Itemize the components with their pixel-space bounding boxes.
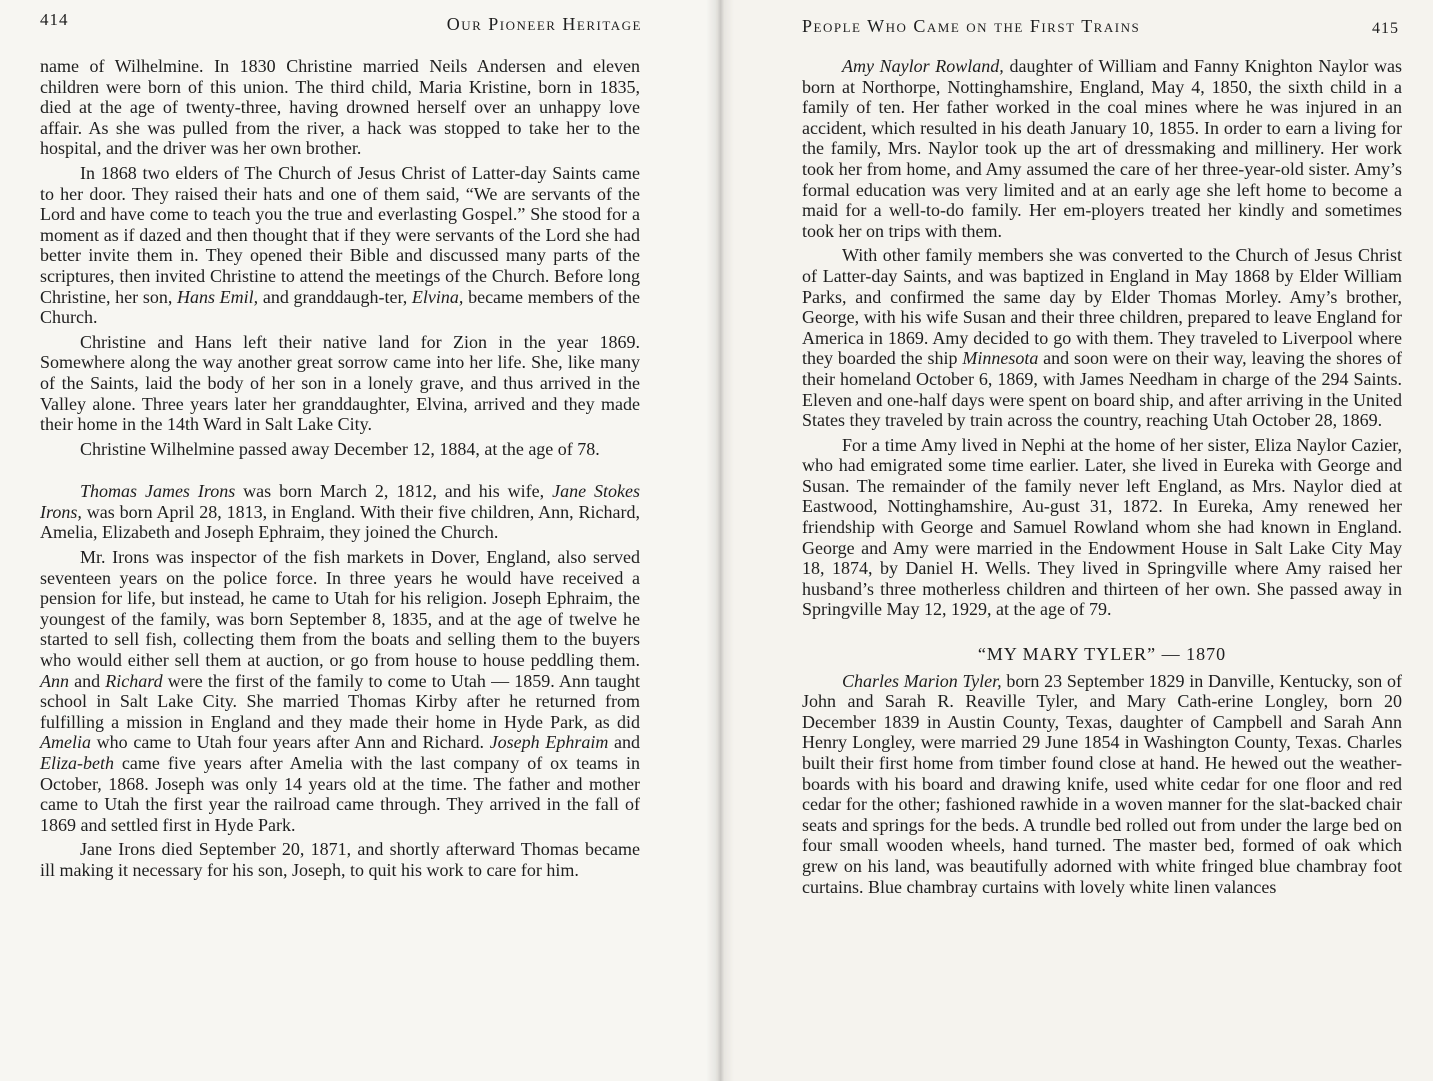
paragraph <box>802 671 1402 898</box>
person-name: Ann <box>40 670 69 691</box>
paragraph <box>40 547 640 835</box>
paragraph <box>40 839 640 880</box>
running-title: People Who Came on the First Trains <box>802 16 1141 36</box>
paragraph-text: For a time Amy lived in Nephi at the home of her sister, Eliza Naylor Cazier, who had emigrated some time earlier. Later, she lived in Eureka with George and Susan. The remainder of the family never left England, as Mrs. Naylor died at Eastwood, Nottinghamshire, Au-gust 31, 1872. In Eureka, Amy renewed her friendship with George and Samuel Rowland whom she had known in England. George and Amy were married in the Endowment House in Salt Lake City May 18, 1874, by Daniel H. Wells. They lived in Springville where Amy raised her husband’s three motherless children and thirteen of her own. She passed away in Springville May 12, 1929, at the age of 79. <box>802 434 1402 620</box>
person-name: Richard <box>105 670 163 691</box>
paragraph <box>40 332 640 435</box>
paragraph <box>40 481 640 543</box>
paragraph-text: daughter of William and Fanny Knighton Naylor was born at Northorpe, Nottinghamshire, England, May 4, 1850, the sixth child in a family of ten. Her father worked in the coal mines where he was injured in an accident, which resulted in his death January 10, 1855. In order to earn a living for the family, Mrs. Naylor took up the art of dressmaking and millinery. Her work took her from home, and Amy assumed the care of her three-year-old sister. Amy’s formal education was very limited and at an early age she left home to become a maid for a well-to-do family. Her em-ployers treated her kindly and sometimes took her on trips with them. <box>802 56 1402 241</box>
person-name: Joseph Ephraim <box>489 732 609 753</box>
paragraph-text: Mr. Irons was inspector of the fish markets in Dover, England, also served seventeen years on the police force. In three years he would have received a pension for life, but instead, he came to Utah for his religion. Joseph Ephraim, the youngest of the family, was born September 8, 1835, and at the age of twelve he started to sell fish, collecting them from the boats and selling them to the buyers who would either sell them at auction, or go from house to house peddling them. <box>40 547 640 671</box>
paragraph <box>802 435 1402 620</box>
person-name: Amelia <box>40 732 91 753</box>
ship-name: Minnesota <box>962 348 1039 369</box>
section-heading: “MY MARY TYLER” — 1870 <box>977 644 1227 665</box>
paragraph-text: In 1868 two elders of The Church of Jesus Christ of Latter-day Saints came to her door. They raised their hats and one of them said, “We are servants of the Lord and have come to teach you the true and everlasting Gospel.” She stood for a moment as if dazed and then thought that if they were servants of the Lord she had better invite them in. They opened their Bible and discussed many parts of the scriptures, then invited Christine to attend the meetings of the Church. Before long Christine, her son, <box>40 162 640 307</box>
paragraph <box>40 439 640 460</box>
right-page-header <box>716 10 1433 36</box>
paragraph-text: name of Wilhelmine. In 1830 Christine married Neils Andersen and eleven children were born of this union. The third child, Maria Kristine, born in 1835, died at the age of twenty-three, having drowned herself over an unhappy love affair. As she was pulled from the river, a hack was stopped to take her to the hospital, and the driver was her own brother. <box>40 56 640 159</box>
paragraph <box>802 56 1402 241</box>
left-page-text <box>40 56 640 881</box>
left-page <box>0 0 716 1081</box>
right-page <box>716 0 1433 1081</box>
right-page-text <box>802 56 1402 897</box>
person-name: Jane Stokes Irons, <box>40 481 640 522</box>
paragraph-text: and granddaugh-ter, <box>258 286 412 307</box>
paragraph-text: Christine and Hans left their native land for Zion in the year 1869. Somewhere along the way another great sorrow came into her life. She, like many of the Saints, laid the body of her son in a lonely grave, and thus arrived in the Valley alone. Three years later her granddaughter, Elvina, arrived and they made their home in the 14th Ward in Salt Lake City. <box>40 331 640 435</box>
paragraph-text: was born April 28, 1813, in England. With their five children, Ann, Richard, Amelia, Elizabeth and Joseph Ephraim, they joined the Church. <box>40 501 640 543</box>
paragraph-text: Jane Irons died September 20, 1871, and shortly afterward Thomas became ill making it necessary for his son, Joseph, to quit his work to care for him. <box>40 839 640 880</box>
paragraph-text: came five years after Amelia with the last company of ox teams in October, 1868. Joseph was only 14 years old at the time. The father and mother came to Utah the first year the railroad came through. They arrived in the fall of 1869 and settled first in Hyde Park. <box>40 753 640 835</box>
paragraph-text: who came to Utah four years after Ann and Richard. <box>91 732 490 753</box>
paragraph <box>40 56 640 159</box>
person-name: Hans Emil, <box>177 286 259 307</box>
paragraph-text: became members of the Church. <box>40 286 640 328</box>
person-name: Thomas James Irons <box>80 481 236 502</box>
person-name: Charles Marion Tyler, <box>842 670 1002 691</box>
running-title: Our Pioneer Heritage <box>446 14 642 34</box>
paragraph-text: and <box>69 670 106 691</box>
page-number: 415 <box>1372 20 1399 37</box>
left-page-header <box>0 10 716 36</box>
person-name: Elvina, <box>411 286 464 307</box>
paragraph <box>802 245 1402 430</box>
paragraph-text: Christine Wilhelmine passed away December 12, 1884, at the age of 78. <box>80 438 600 459</box>
paragraph-text: born 23 September 1829 in Danville, Kentucky, son of John and Sarah R. Reaville Tyler, and Mary Cath-erine Longley, born 20 December 1839 in Austin County, Texas, daughter of Campbell and Sarah Ann Henry Longley, were married 29 June 1854 in Washington County, Texas. Charles built their first home from timber found close at hand. He hewed out the weather-boards with his board and drawing knife, used white cedar for one floor and red cedar for the other; fashioned rawhide in a woven manner for the slat-backed chair seats and springs for the beds. A trundle bed rolled out from under the large bed on four small wooden wheels, hand turned. The master bed, formed of oak which grew on his land, was beautifully adorned with white fringed blue chambray foot curtains. Blue chambray curtains with lovely white linen valances <box>802 670 1402 897</box>
paragraph-text: and <box>608 732 640 753</box>
page-number: 414 <box>40 10 69 29</box>
person-name: Amy Naylor Rowland, <box>842 56 1004 76</box>
paragraph-text: With other family members she was converted to the Church of Jesus Christ of Latter-day Saints, and was baptized in England in May 1868 by Elder William Parks, and confirmed the same day by Elder Thomas Morley. Amy’s brother, George, with his wife Susan and their three children, prepared to leave England for America in 1869. Amy decided to go with them. They traveled to Liverpool where they boarded the ship <box>802 245 1402 369</box>
paragraph-text: and soon were on their way, leaving the shores of their homeland October 6, 1869, with James Needham in charge of the 294 Saints. Eleven and one-half days were spent on board ship, and after arriving in the United States they traveled by train across the country, reaching Utah October 28, 1869. <box>802 348 1402 431</box>
paragraph-text: was born March 2, 1812, and his wife, <box>235 481 553 502</box>
book-gutter <box>706 0 734 1081</box>
paragraph-text: were the first of the family to come to Utah — 1859. Ann taught school in Salt Lake City. She married Thomas Kirby after he returned from fulfilling a mission in England and they made their home in Hyde Park, as did <box>40 670 640 732</box>
paragraph <box>40 163 640 328</box>
person-name: Eliza-beth <box>40 753 114 773</box>
